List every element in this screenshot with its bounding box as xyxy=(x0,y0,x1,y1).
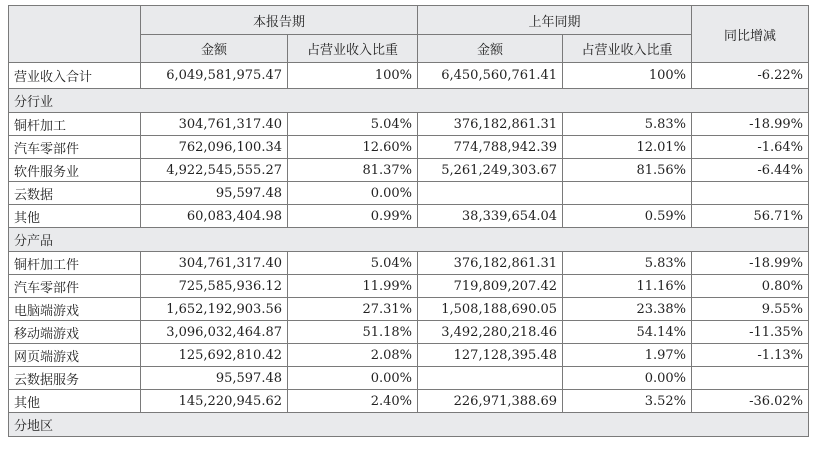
cell-cur-ratio: 5.04% xyxy=(288,113,418,136)
cell-cur-amount: 304,761,317.40 xyxy=(141,252,288,275)
section-title: 分地区 xyxy=(9,413,809,437)
total-prev-ratio: 100% xyxy=(563,63,692,89)
header-corner xyxy=(9,6,141,63)
cell-cur-amount: 95,597.48 xyxy=(141,367,288,390)
cell-prev-ratio: 23.38% xyxy=(563,298,692,321)
cell-prev-amount: 226,971,388.69 xyxy=(418,390,563,413)
section-header-row xyxy=(9,413,809,437)
cell-yoy: -6.44% xyxy=(692,159,809,182)
cell-cur-ratio: 5.04% xyxy=(288,252,418,275)
cell-cur-ratio: 0.99% xyxy=(288,205,418,228)
table-row xyxy=(9,159,809,182)
table-row xyxy=(9,321,809,344)
total-row xyxy=(9,63,809,89)
cell-prev-ratio: 12.01% xyxy=(563,136,692,159)
cell-yoy xyxy=(692,367,809,390)
cell-cur-amount: 145,220,945.62 xyxy=(141,390,288,413)
cell-prev-ratio: 11.16% xyxy=(563,275,692,298)
cell-prev-amount: 1,508,188,690.05 xyxy=(418,298,563,321)
cell-prev-amount xyxy=(418,367,563,390)
cell-prev-ratio: 3.52% xyxy=(563,390,692,413)
total-yoy: -6.22% xyxy=(692,63,809,89)
cell-cur-ratio: 12.60% xyxy=(288,136,418,159)
table-row xyxy=(9,298,809,321)
row-label: 铜杆加工件 xyxy=(9,252,141,275)
cell-prev-ratio: 0.59% xyxy=(563,205,692,228)
table-row xyxy=(9,275,809,298)
cell-yoy: 56.71% xyxy=(692,205,809,228)
cell-cur-amount: 1,652,192,903.56 xyxy=(141,298,288,321)
cell-yoy: -18.99% xyxy=(692,113,809,136)
row-label: 电脑端游戏 xyxy=(9,298,141,321)
section-header-row xyxy=(9,228,809,252)
row-label: 软件服务业 xyxy=(9,159,141,182)
row-label: 云数据 xyxy=(9,182,141,205)
cell-cur-ratio: 11.99% xyxy=(288,275,418,298)
cell-prev-amount: 376,182,861.31 xyxy=(418,113,563,136)
total-prev-amount: 6,450,560,761.41 xyxy=(418,63,563,89)
row-label: 其他 xyxy=(9,390,141,413)
table-row xyxy=(9,367,809,390)
cell-cur-amount: 125,692,810.42 xyxy=(141,344,288,367)
cell-yoy: -36.02% xyxy=(692,390,809,413)
row-label: 铜杆加工 xyxy=(9,113,141,136)
cell-cur-amount: 3,096,032,464.87 xyxy=(141,321,288,344)
cell-prev-amount: 127,128,395.48 xyxy=(418,344,563,367)
cell-cur-ratio: 27.31% xyxy=(288,298,418,321)
cell-yoy: -1.64% xyxy=(692,136,809,159)
table-row xyxy=(9,205,809,228)
cell-prev-ratio: 81.56% xyxy=(563,159,692,182)
cell-cur-amount: 95,597.48 xyxy=(141,182,288,205)
cell-cur-ratio: 2.08% xyxy=(288,344,418,367)
section-header-row xyxy=(9,89,809,113)
total-cur-amount: 6,049,581,975.47 xyxy=(141,63,288,89)
cell-cur-amount: 60,083,404.98 xyxy=(141,205,288,228)
cell-yoy xyxy=(692,182,809,205)
header-prior-period: 上年同期 xyxy=(418,6,692,35)
table-row xyxy=(9,182,809,205)
cell-cur-ratio: 0.00% xyxy=(288,182,418,205)
cell-cur-amount: 304,761,317.40 xyxy=(141,113,288,136)
cell-yoy: -11.35% xyxy=(692,321,809,344)
cell-prev-amount: 3,492,280,218.46 xyxy=(418,321,563,344)
cell-cur-ratio: 81.37% xyxy=(288,159,418,182)
table-row xyxy=(9,252,809,275)
cell-prev-ratio: 54.14% xyxy=(563,321,692,344)
cell-prev-ratio: 5.83% xyxy=(563,252,692,275)
row-label: 其他 xyxy=(9,205,141,228)
row-label: 网页端游戏 xyxy=(9,344,141,367)
row-label: 汽车零部件 xyxy=(9,136,141,159)
cell-prev-amount: 774,788,942.39 xyxy=(418,136,563,159)
header-cur-amount: 金额 xyxy=(141,35,288,63)
cell-cur-ratio: 51.18% xyxy=(288,321,418,344)
row-label: 汽车零部件 xyxy=(9,275,141,298)
table-row xyxy=(9,390,809,413)
cell-yoy: -18.99% xyxy=(692,252,809,275)
cell-cur-ratio: 0.00% xyxy=(288,367,418,390)
header-prev-ratio: 占营业收入比重 xyxy=(563,35,692,63)
cell-prev-amount xyxy=(418,182,563,205)
cell-prev-amount: 376,182,861.31 xyxy=(418,252,563,275)
cell-prev-ratio: 5.83% xyxy=(563,113,692,136)
cell-prev-amount: 719,809,207.42 xyxy=(418,275,563,298)
cell-prev-amount: 38,339,654.04 xyxy=(418,205,563,228)
table-row xyxy=(9,113,809,136)
table-row xyxy=(9,136,809,159)
row-label: 移动端游戏 xyxy=(9,321,141,344)
cell-prev-ratio: 1.97% xyxy=(563,344,692,367)
section-title: 分行业 xyxy=(9,89,809,113)
header-cur-ratio: 占营业收入比重 xyxy=(288,35,418,63)
cell-prev-ratio: 0.00% xyxy=(563,367,692,390)
cell-cur-amount: 4,922,545,555.27 xyxy=(141,159,288,182)
header-prev-amount: 金额 xyxy=(418,35,563,63)
cell-cur-amount: 762,096,100.34 xyxy=(141,136,288,159)
revenue-breakdown-table xyxy=(8,5,809,437)
table-header xyxy=(9,6,809,63)
row-label: 云数据服务 xyxy=(9,367,141,390)
cell-yoy: 0.80% xyxy=(692,275,809,298)
header-yoy: 同比增减 xyxy=(692,6,809,63)
total-cur-ratio: 100% xyxy=(288,63,418,89)
cell-cur-ratio: 2.40% xyxy=(288,390,418,413)
cell-cur-amount: 725,585,936.12 xyxy=(141,275,288,298)
cell-prev-ratio xyxy=(563,182,692,205)
cell-yoy: 9.55% xyxy=(692,298,809,321)
section-title: 分产品 xyxy=(9,228,809,252)
total-label: 营业收入合计 xyxy=(9,63,141,89)
header-current-period: 本报告期 xyxy=(141,6,418,35)
cell-yoy: -1.13% xyxy=(692,344,809,367)
cell-prev-amount: 5,261,249,303.67 xyxy=(418,159,563,182)
table-body xyxy=(9,63,809,437)
table-row xyxy=(9,344,809,367)
